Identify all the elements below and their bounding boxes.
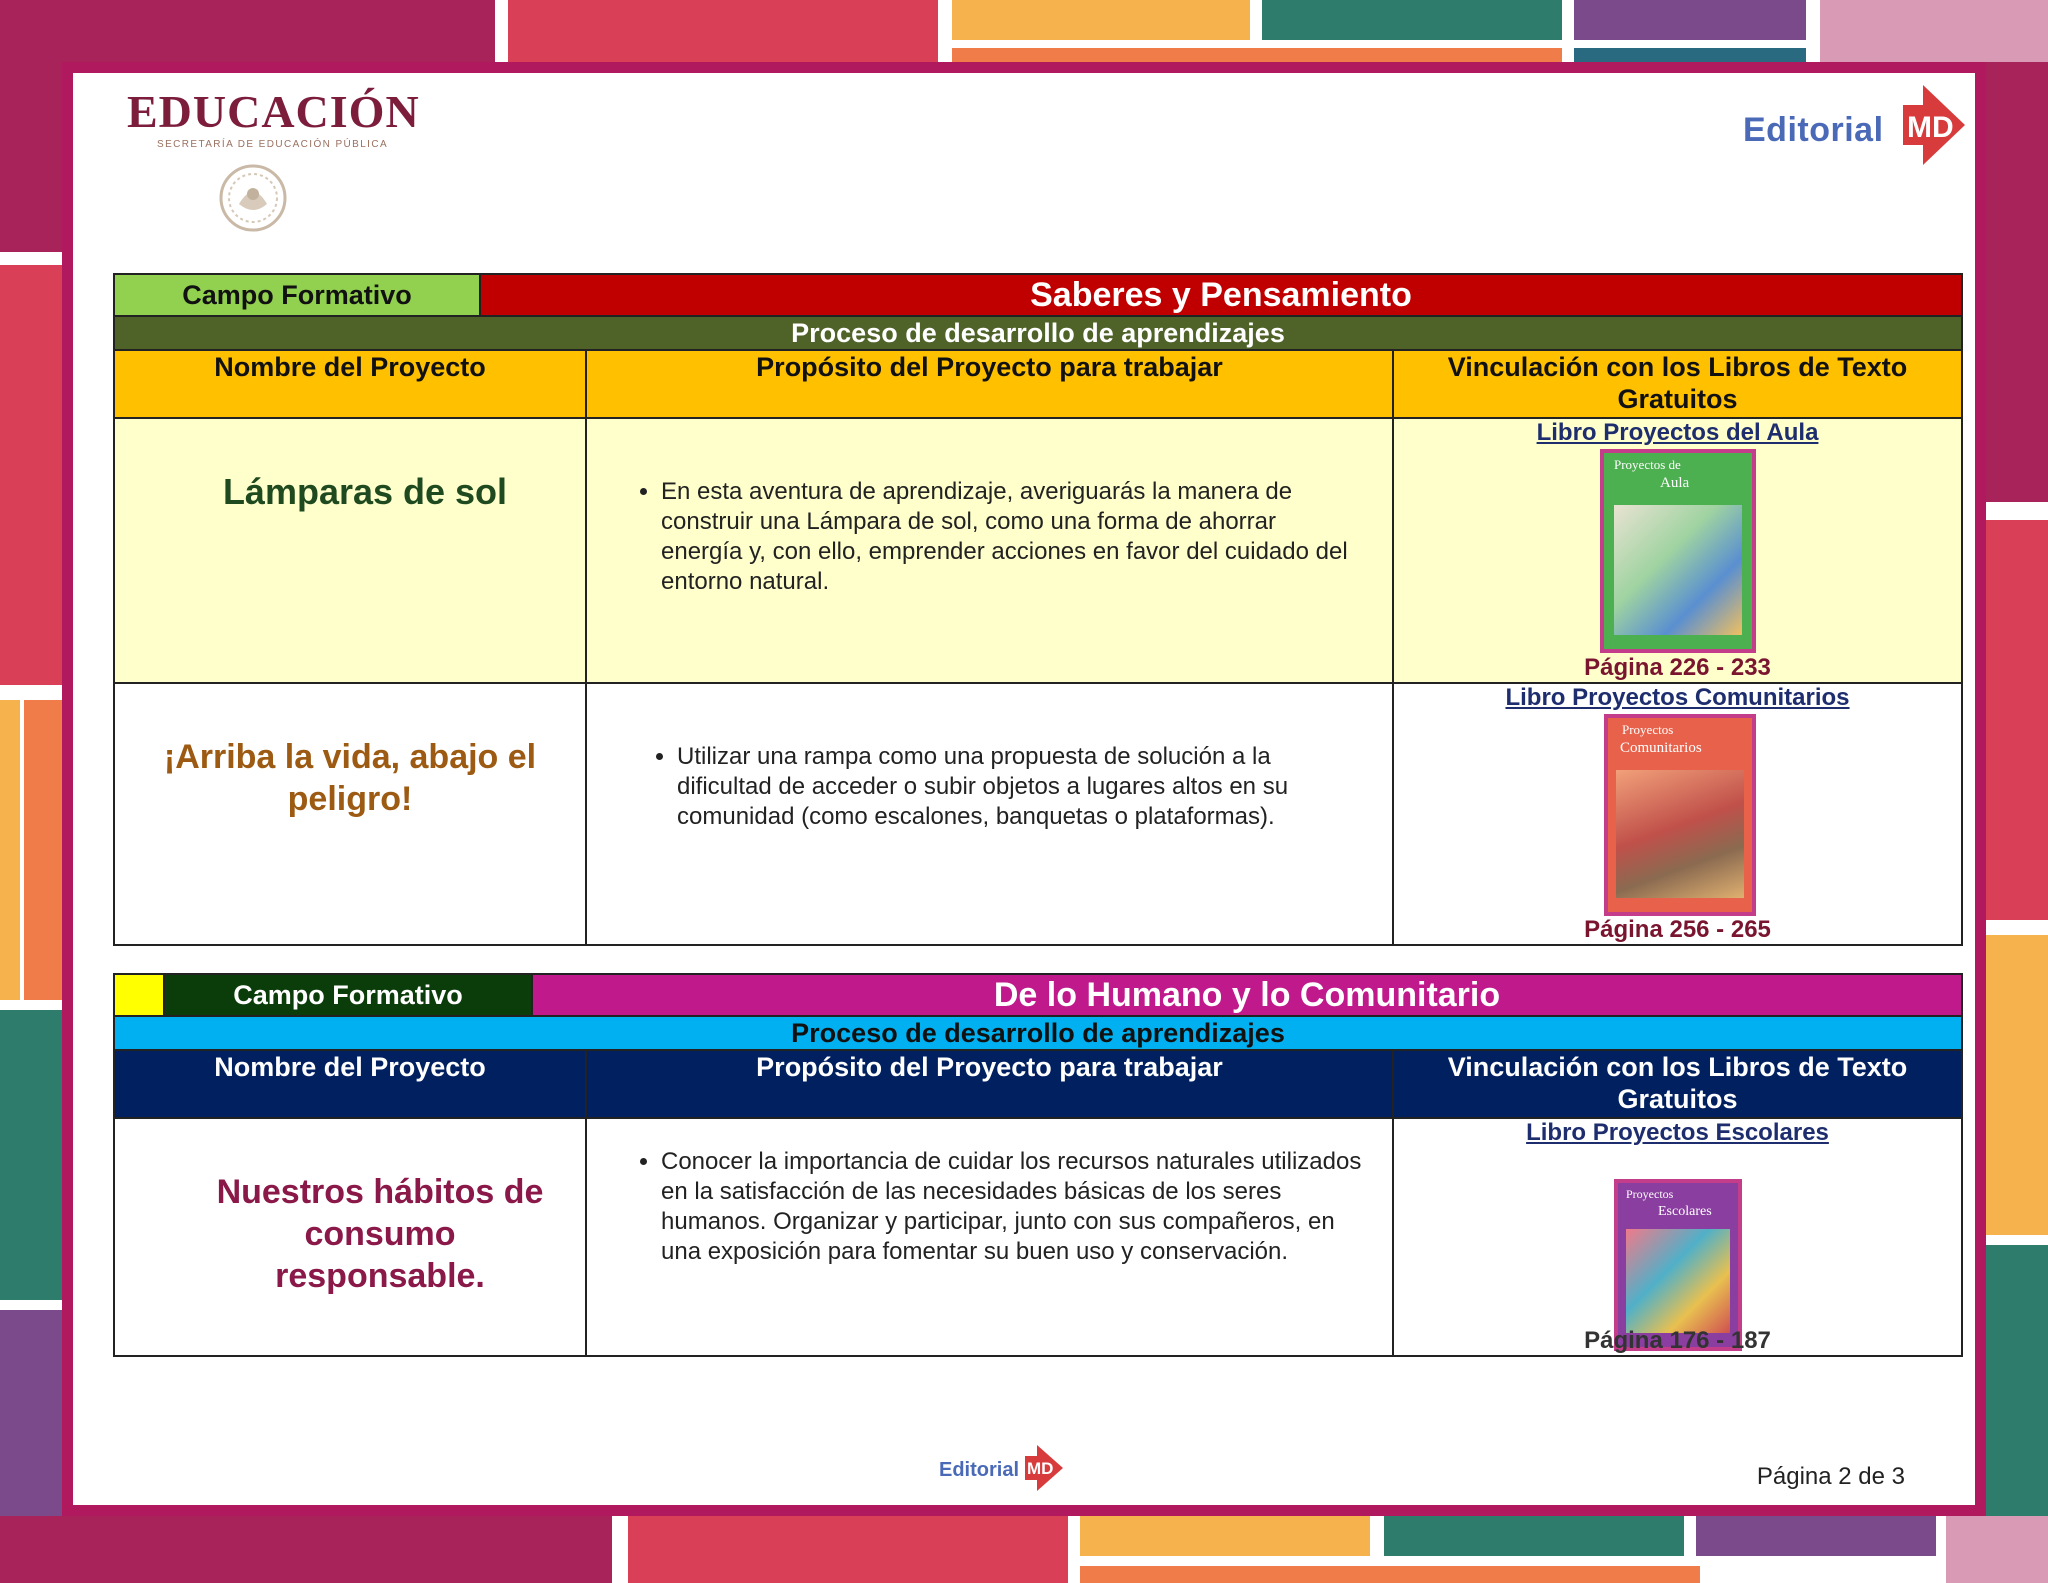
project-purpose: • Conocer la importancia de cuidar los recursos naturales utilizados en la satisfacción de las necesidades básicas de los seres humanos. Organizar y participar, junto con sus compañeros, en una exposición para fomentar su buen uso y conservación. xyxy=(661,1147,1362,1267)
campo-label: Campo Formativo xyxy=(182,280,412,310)
project-purpose: • En esta aventura de aprendizaje, averiguarás la manera de construir una Lámpara de sol, como una forma de ahorrar energía y, con ello, emprender acciones en favor del cuidado del entorno natural. xyxy=(661,477,1362,597)
col-nombre-label: Nombre del Proyecto xyxy=(214,352,486,382)
national-seal-icon xyxy=(219,164,287,232)
book-cover-escolares xyxy=(1614,1179,1742,1351)
sep-title: EDUCACIÓN xyxy=(127,86,420,137)
campo-marker-cell xyxy=(113,973,165,1017)
cover-title: Proyectos xyxy=(1622,722,1674,737)
campo-title-cell xyxy=(531,973,1963,1017)
table-row-proposito xyxy=(585,1117,1394,1357)
editorial-text: Editorial xyxy=(1743,111,1884,149)
campo-label: Campo Formativo xyxy=(233,980,463,1010)
col-header-proposito xyxy=(585,349,1394,419)
sep-logo xyxy=(127,87,447,237)
table-row-proposito xyxy=(585,682,1394,946)
col-vinculacion-label: Vinculación con los Libros de Texto Gratuitos xyxy=(1447,352,1908,414)
col-header-vinculacion xyxy=(1392,349,1963,419)
proceso-label: Proceso de desarrollo de aprendizajes xyxy=(791,1018,1285,1048)
proceso-cell xyxy=(113,315,1963,351)
editorial-md-logo xyxy=(1743,85,1963,165)
table-saberes-pensamiento xyxy=(113,273,1963,946)
project-name: Nuestros hábitos de consumo responsable. xyxy=(216,1173,544,1295)
campo-title-cell xyxy=(479,273,1963,317)
table-row-nombre xyxy=(113,682,587,946)
pagina-label: Página 226 - 233 xyxy=(1584,654,1771,681)
pagina-label: Página 256 - 265 xyxy=(1584,916,1771,943)
col-header-nombre xyxy=(113,349,587,419)
page-number: Página 2 de 3 xyxy=(1756,1463,1905,1490)
proceso-cell xyxy=(113,1015,1963,1051)
col-nombre-label: Nombre del Proyecto xyxy=(214,1052,486,1082)
proceso-label: Proceso de desarrollo de aprendizajes xyxy=(791,318,1285,348)
md-mark-text: MD xyxy=(1907,111,1954,144)
table-row-nombre xyxy=(113,1117,587,1357)
footer-md-mark: MD xyxy=(1027,1459,1054,1478)
col-header-vinculacion xyxy=(1392,1049,1963,1119)
cover-subtitle: Comunitarios xyxy=(1620,740,1702,756)
table-humano-comunitario xyxy=(113,973,1963,1457)
pagina-label: Página 176 - 187 xyxy=(1584,1327,1771,1354)
table-row-proposito xyxy=(585,417,1394,684)
book-cover-aula xyxy=(1600,449,1756,653)
project-purpose: • Utilizar una rampa como una propuesta de solución a la dificultad de acceder o subir objetos a lugares altos en su comunidad (como escalones, banquetas o plataformas). xyxy=(677,742,1362,832)
cover-subtitle: Aula xyxy=(1660,475,1690,491)
campo-title: Saberes y Pensamiento xyxy=(1030,276,1412,314)
footer-editorial-text: Editorial xyxy=(939,1459,1020,1481)
col-vinculacion-label: Vinculación con los Libros de Texto Gratuitos xyxy=(1447,1052,1908,1114)
campo-label-cell xyxy=(113,273,481,317)
table-row-vinculacion xyxy=(1392,682,1963,946)
table-row-vinculacion xyxy=(1392,417,1963,684)
libro-link[interactable]: Libro Proyectos Comunitarios xyxy=(1505,684,1850,711)
cover-title: Proyectos de xyxy=(1614,457,1681,472)
table-row-vinculacion xyxy=(1392,1117,1963,1357)
col-header-nombre xyxy=(113,1049,587,1119)
cover-subtitle: Escolares xyxy=(1658,1204,1712,1219)
campo-title: De lo Humano y lo Comunitario xyxy=(993,976,1501,1014)
sep-subtitle: SECRETARÍA DE EDUCACIÓN PÚBLICA xyxy=(157,139,389,150)
libro-link[interactable]: Libro Proyectos Escolares xyxy=(1526,1119,1829,1146)
document-page xyxy=(73,73,1975,1505)
col-proposito-label: Propósito del Proyecto para trabajar xyxy=(756,1052,1223,1082)
project-name: ¡Arriba la vida, abajo el peligro! xyxy=(163,738,537,818)
col-header-proposito xyxy=(585,1049,1394,1119)
libro-link[interactable]: Libro Proyectos del Aula xyxy=(1536,419,1819,446)
book-cover-comunitarios xyxy=(1604,714,1756,916)
project-name: Lámparas de sol xyxy=(222,471,508,512)
cover-title: Proyectos xyxy=(1626,1187,1674,1201)
campo-label-cell xyxy=(163,973,533,1017)
table-row-nombre xyxy=(113,417,587,684)
footer-editorial-logo xyxy=(939,1445,1079,1495)
col-proposito-label: Propósito del Proyecto para trabajar xyxy=(756,352,1223,382)
